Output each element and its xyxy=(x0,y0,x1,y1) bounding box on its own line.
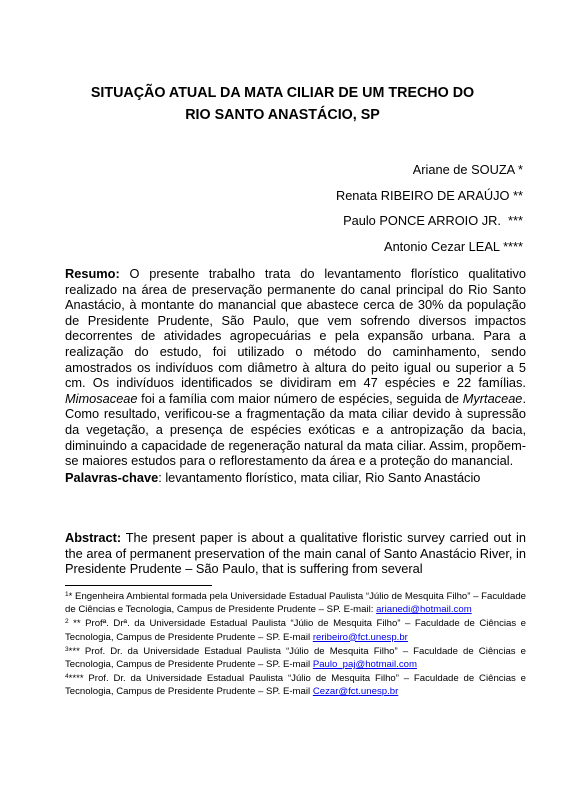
resumo-family-1: Mimosaceae xyxy=(65,390,138,406)
footnote-mark-3: 3 xyxy=(65,645,69,653)
abstract-label: Abstract: xyxy=(65,530,122,545)
author-1: Ariane de SOUZA * xyxy=(412,162,523,177)
resumo-text-2: foi a família com maior número de espécies, seguida de xyxy=(137,390,463,406)
title-line-1: SITUAÇÃO ATUAL DA MATA CILIAR DE UM TRECHO DO xyxy=(90,85,475,101)
footnote-email-link-1[interactable]: arianedi@hotmail.com xyxy=(376,604,472,616)
abstract-section xyxy=(65,530,526,577)
footnote-email-link-3[interactable]: Paulo_paj@hotmail.com xyxy=(312,659,417,671)
author-3: Paulo PONCE ARROIO JR. *** xyxy=(343,213,523,228)
title-line-2: RIO SANTO ANASTÁCIO, SP xyxy=(185,107,380,123)
footnote-divider xyxy=(65,585,212,586)
keywords-label: Palavras-chave xyxy=(65,469,159,485)
footnote-4 xyxy=(65,672,526,698)
keywords-paragraph xyxy=(65,470,526,486)
abstract-paragraph xyxy=(65,530,526,577)
footnote-email-link-2[interactable]: reribeiro@fct.unesp.br xyxy=(312,631,408,643)
footnote-3 xyxy=(65,645,526,671)
resumo-label: Resumo: xyxy=(65,266,120,281)
footnote-text-3: *** Prof. Dr. da Universidade Estadual Paulista “Júlio de Mesquita Filho” – Faculdade de Ciências e Tecnologia, Campus de Presidente Prudente – SP. E-mail xyxy=(65,645,526,671)
resumo-section xyxy=(65,266,526,485)
footnote-mark-2: 2 xyxy=(65,618,69,626)
resumo-text-1: O presente trabalho trata do levantamento florístico qualitativo realizado na área de preservação permanente do canal principal do Rio Santo Anastácio, à montante do manancial que abastece cerca de 30% da população de Presidente Prudente, São Paulo, que vem sofrendo diversos impactos decorrentes de atividades agropecuárias e pela expansão urbana. Para a realização do estudo, foi utilizado o método do caminhamento, sendo amostrados os indivíduos com diâmetro à altura do peito igual ou superior a 5 cm. Os indivíduos identificados se dividiram em 47 espécies e 22 famílias. xyxy=(65,266,526,391)
author-4: Antonio Cezar LEAL **** xyxy=(384,238,523,254)
footnote-text-1: * Engenheira Ambiental formada pela Universidade Estadual Paulista “Júlio de Mesquita Filho” – Faculdade de Ciências e Tecnologia, Campus de Presidente Prudente – SP. E-mail: xyxy=(65,591,526,616)
footnote-mark-1: 1 xyxy=(65,591,69,598)
footnote-text-2: ** Profª. Drª. da Universidade Estadual Paulista “Júlio de Mesquita Filho” – Faculdade de Ciências e Tecnologia, Campus de Presidente Prudente – SP. E-mail xyxy=(65,618,526,643)
abstract-text: The present paper is about a qualitative floristic survey carried out in the area of permanent preservation of the main canal of Santo Anastácio River, in Presidente Prudente – São Paulo, that is suffering from several xyxy=(65,530,526,577)
resumo-text-3: . Como resultado, verificou-se a fragmentação da mata ciliar devido à supressão da vegetação, a presença de espécies exóticas e a antropização da bacia, diminuindo a capacidade de regeneração natural da mata ciliar. Assim, propõem-se maiores estudos para o reflorestamento da área e a proteção do manancial. xyxy=(65,390,526,469)
footnote-2 xyxy=(65,617,526,643)
paper-title xyxy=(60,82,505,126)
resumo-family-2: Myrtaceae xyxy=(462,390,523,406)
footnote-email-link-4[interactable]: Cezar@fct.unesp.br xyxy=(312,686,399,698)
footnote-text-4: **** Prof. Dr. da Universidade Estadual Paulista “Júlio de Mesquita Filho” – Faculdade de Ciências e Tecnologia, Campus de Presidente Prudente – SP. E-mail xyxy=(65,673,526,698)
footnote-1 xyxy=(65,590,526,616)
author-list xyxy=(336,157,523,259)
keywords-text: : levantamento florístico, mata ciliar, Rio Santo Anastácio xyxy=(158,469,481,485)
author-2: Renata RIBEIRO DE ARAÚJO ** xyxy=(335,187,523,203)
footnote-mark-4: 4 xyxy=(65,673,69,681)
footnotes xyxy=(65,590,526,700)
resumo-paragraph xyxy=(65,266,526,469)
